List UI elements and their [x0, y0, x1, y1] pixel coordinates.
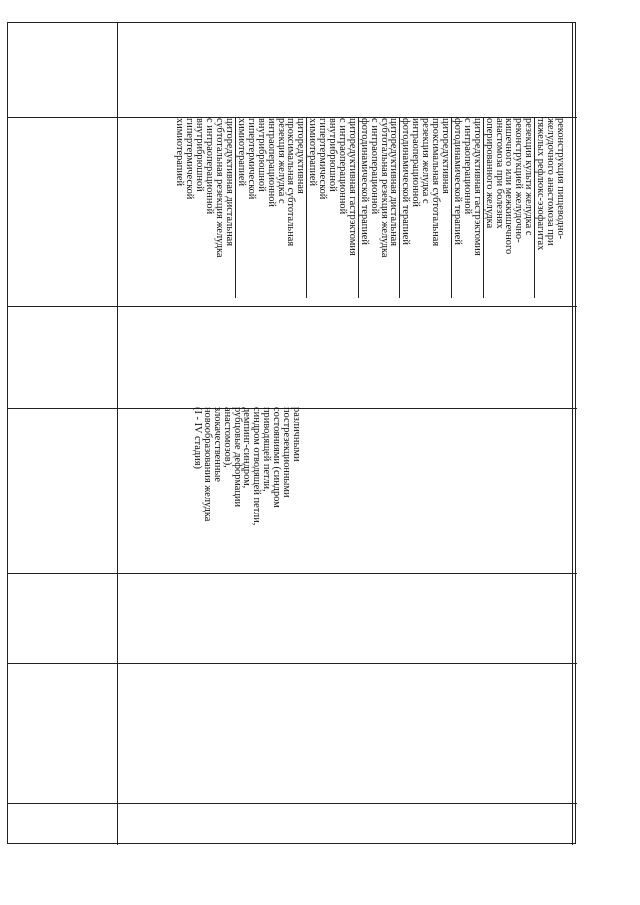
treatment-line: фотодинамической терапией [451, 118, 463, 245]
treatment-line: оперированного желудка [483, 118, 495, 229]
treatment-cell [175, 118, 236, 298]
treatment-line: гипертермической [184, 118, 196, 200]
treatment-line: анастомоза при болезнях [493, 118, 505, 229]
treatment-line: с интраоперационной [204, 118, 216, 215]
treatment-cell [484, 118, 536, 298]
treatment-column [175, 118, 566, 298]
treatment-line: реконструкция пищеводно- [555, 118, 566, 240]
treatment-line: субтотальная резекция желудка [378, 118, 390, 258]
treatment-line: с интраоперационной [336, 118, 348, 215]
column-divider [8, 663, 577, 664]
treatment-line: внутрибрюшной [194, 118, 206, 192]
disease-line: пострезекционными [281, 407, 293, 498]
treatment-line: внутрибрюшной [255, 118, 267, 192]
treatment-line: субтотальная резекция желудка [214, 118, 226, 258]
disease-line: новообразования желудка [201, 407, 213, 522]
treatment-line: циторедуктивная [440, 118, 452, 194]
treatment-line: резекция желудка с [420, 118, 432, 204]
treatment-line: гипертермической [245, 118, 257, 200]
treatment-line: циторедуктивная [295, 118, 307, 194]
treatment-cell [236, 118, 307, 298]
treatment-line: проксимальная субтотальная [430, 118, 442, 247]
treatment-line: с интраоперационной [461, 118, 473, 215]
treatment-line: резекция культи желудка с [523, 118, 535, 236]
disease-line: приводящей петли, [261, 407, 273, 492]
treatment-line: фотодинамической терапией [358, 118, 370, 245]
treatment-line: циторедуктивная гастрэктомия [346, 118, 358, 256]
disease-line: синдром отводящей петли, [251, 407, 263, 526]
treatment-line: химиотерапией [235, 118, 247, 187]
treatment-line: проксимальная субтотальная [285, 118, 297, 247]
treatment-line: химиотерапией [307, 118, 319, 187]
treatment-line: циторедуктивная дистальная [388, 118, 400, 247]
treatment-line: интраоперационной [410, 118, 422, 207]
column-divider [8, 306, 577, 307]
disease-line: рубцовые деформации [231, 407, 243, 508]
treatment-line: с интраоперационной [368, 118, 380, 215]
treatment-line: резекция желудка с [275, 118, 287, 204]
treatment-cell [452, 118, 484, 298]
treatment-line: кишечного или межкишечного [503, 118, 515, 255]
column-divider [8, 573, 577, 574]
disease-description-cell [192, 407, 301, 525]
disease-line: различными [291, 407, 302, 462]
disease-line: злокачественные [211, 407, 223, 482]
column-divider [8, 803, 577, 804]
disease-line: демпинг-синдром, [241, 407, 253, 489]
row-divider [117, 23, 118, 845]
treatment-line: циторедуктивная гастрэктомия [471, 118, 483, 256]
treatment-line: циторедуктивная дистальная [224, 118, 235, 247]
treatment-line: гипертермической [317, 118, 329, 200]
treatment-cell [307, 118, 359, 298]
treatment-line: тяжелых рефлюкс-эзофагитах [535, 118, 547, 251]
treatment-cell [401, 118, 453, 298]
treatment-cell [535, 118, 566, 298]
treatment-line: интраоперационной [265, 118, 277, 207]
treatment-line: внутрибрюшной [327, 118, 339, 192]
disease-line: состояниями (синдром [271, 407, 283, 508]
treatment-line: химиотерапией [174, 118, 186, 187]
disease-line: (I - IV стадия) [191, 407, 203, 469]
row-divider [572, 23, 573, 845]
treatment-line: фотодинамической терапией [400, 118, 412, 245]
treatment-line: реконструкцией желудочно- [513, 118, 525, 243]
treatment-line: желудочного анастомоза при [545, 118, 557, 246]
treatment-cell [359, 118, 401, 298]
disease-line: анастомозов), [221, 407, 233, 468]
